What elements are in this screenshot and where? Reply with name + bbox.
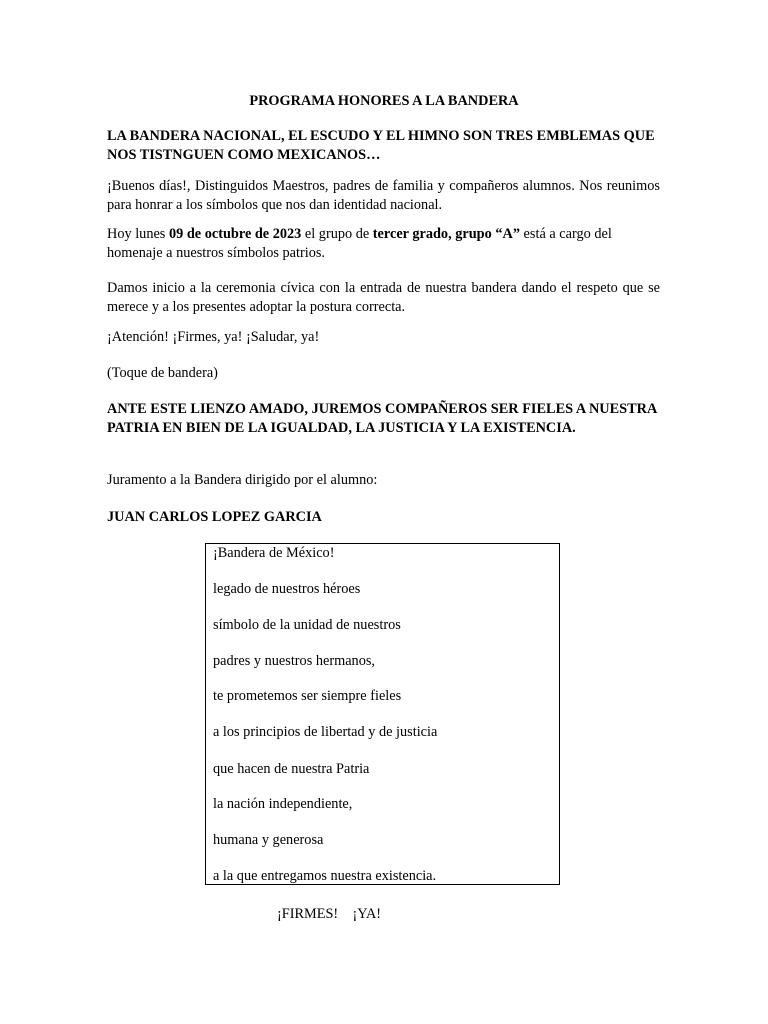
oath-line: la nación independiente, xyxy=(213,796,353,812)
oath-line: padres y nuestros hermanos, xyxy=(213,653,375,669)
greeting-paragraph: ¡Buenos días!, Distinguidos Maestros, padres de familia y compañeros alumnos. Nos reunimos para honrar a los símbolos que nos dan identidad nacional. xyxy=(107,178,660,213)
heading-emblems: LA BANDERA NACIONAL, EL ESCUDO Y EL HIMNO SON TRES EMBLEMAS QUE NOS TISTNGUEN COMO MEXICANOS… xyxy=(107,128,655,163)
ceremony-start-paragraph: Damos inicio a la ceremonia cívica con la entrada de nuestra bandera dando el respeto que se merece y a los presentes adoptar la postura correcta. xyxy=(107,280,660,315)
date-paragraph xyxy=(107,225,660,263)
oath-intro: Juramento a la Bandera dirigido por el alumno: xyxy=(107,472,378,488)
oath-line: humana y generosa xyxy=(213,832,324,848)
group-name: tercer grado, grupo “A” xyxy=(372,226,520,242)
oath-line: a la que entregamos nuestra existencia. xyxy=(213,868,437,884)
student-name: JUAN CARLOS LOPEZ GARCIA xyxy=(107,509,322,525)
closing-command: ¡FIRMES! ¡YA! xyxy=(277,906,382,922)
date-text-3: está a cargo del homenaje a nuestros símbolos patrios. xyxy=(107,226,612,261)
heading-oath: ANTE ESTE LIENZO AMADO, JUREMOS COMPAÑEROS SER FIELES A NUESTRA PATRIA EN BIEN DE LA IGUALDAD, LA JUSTICIA Y LA EXISTENCIA. xyxy=(107,401,657,436)
date-text-1: Hoy lunes xyxy=(107,226,169,242)
oath-box xyxy=(205,543,560,885)
oath-line: ¡Bandera de México! xyxy=(213,545,335,561)
oath-line: te prometemos ser siempre fieles xyxy=(213,688,402,704)
oath-line: símbolo de la unidad de nuestros xyxy=(213,617,401,633)
oath-line: a los principios de libertad y de justicia xyxy=(213,724,438,740)
flag-call-paragraph: (Toque de bandera) xyxy=(107,365,218,381)
page-title: PROGRAMA HONORES A LA BANDERA xyxy=(249,93,519,109)
oath-line: que hacen de nuestra Patria xyxy=(213,761,370,777)
ceremony-date: 09 de octubre de 2023 xyxy=(168,226,302,242)
date-text-2: el grupo de xyxy=(301,226,373,242)
commands-paragraph: ¡Atención! ¡Firmes, ya! ¡Saludar, ya! xyxy=(107,329,320,345)
oath-line: legado de nuestros héroes xyxy=(213,581,361,597)
